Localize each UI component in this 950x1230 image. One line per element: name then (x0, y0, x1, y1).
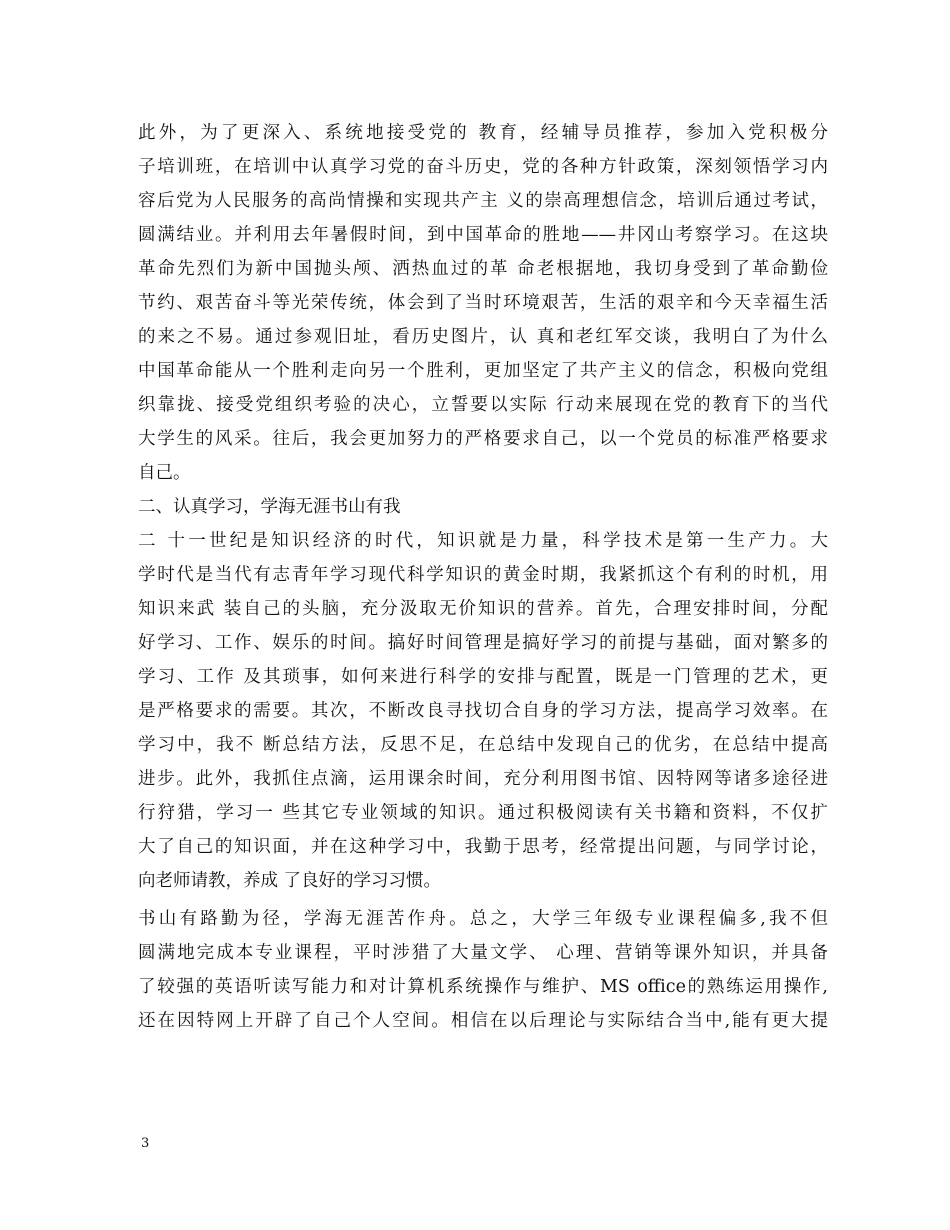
text-line: 圆满结业。并利用去年暑假时间，到中国革命的胜地——井冈山考察学习。在这块 (138, 225, 828, 245)
text-line: 大学生的风采。往后，我会更加努力的严格要求自己，以一个党员的标准严格要求 (138, 429, 828, 449)
text-line: 容后党为人民服务的高尚情操和实现共产主 义的崇高理想信念，培训后通过考试， (138, 191, 828, 211)
text-line: 圆满地完成本专业课程，平时涉猎了大量文学、 心理、营销等课外知识，并具备 (138, 943, 828, 963)
text-line: 革命先烈们为新中国抛头颅、洒热血过的革 命老根据地，我切身受到了革命勤俭 (138, 259, 828, 279)
text-line: 向老师请教，养成 了良好的学习习惯。 (138, 871, 442, 891)
text-line: 的来之不易。通过参观旧址，看历史图片，认 真和老红军交谈，我明白了为什么 (138, 327, 828, 347)
text-line: 自己。 (138, 463, 191, 483)
text-line: 子培训班，在培训中认真学习党的奋斗历史，党的各种方针政策，深刻领悟学习内 (138, 157, 828, 177)
text-line: 学时代是当代有志青年学习现代科学知识的黄金时期，我紧抓这个有利的时机，用 (138, 565, 828, 585)
text-line: 知识来武 装自己的头脑，充分汲取无价知识的营养。首先，合理安排时间，分配 (138, 599, 828, 619)
text-line: 节约、艰苦奋斗等光荣传统，体会到了当时环境艰苦，生活的艰辛和今天幸福生活 (138, 293, 828, 313)
text-line: 行狩猎，学习一 些其它专业领域的知识。通过积极阅读有关书籍和资料，不仅扩 (138, 803, 828, 823)
page-number: 3 (141, 1136, 150, 1151)
text-line: 二 十一世纪是知识经济的时代，知识就是力量，科学技术是第一生产力。大 (138, 531, 828, 551)
text-line: 是严格要求的需要。其次，不断改良寻找切合自身的学习方法，提高学习效率。在 (138, 701, 828, 721)
text-line: 了较强的英语听读写能力和对计算机系统操作与维护、MS office的熟练运用操作, (138, 977, 828, 997)
text-line: 学习中，我不 断总结方法，反思不足，在总结中发现自己的优劣，在总结中提高 (138, 735, 828, 755)
text-line: 进步。此外，我抓住点滴，运用课余时间，充分利用图书馆、因特网等诸多途径进 (138, 769, 828, 789)
body-text (138, 116, 828, 1038)
text-line: 学习、工作 及其琐事，如何来进行科学的安排与配置，既是一门管理的艺术，更 (138, 667, 828, 687)
text-line: 还在因特网上开辟了自己个人空间。相信在以后理论与实际结合当中,能有更大提 (138, 1011, 828, 1031)
text-line: 好学习、工作、娱乐的时间。搞好时间管理是搞好学习的前提与基础，面对繁多的 (138, 633, 828, 653)
text-line: 大了自己的知识面，并在这种学习中，我勤于思考，经常提出问题，与同学讨论， (138, 837, 828, 857)
text-line: 书山有路勤为径，学海无涯苦作舟。总之，大学三年级专业课程偏多,我不但 (138, 909, 828, 929)
text-line: 此外，为了更深入、系统地接受党的 教育，经辅导员推荐，参加入党积极分 (138, 123, 828, 143)
text-line: 中国革命能从一个胜利走向另一个胜利，更加坚定了共产主义的信念，积极向党组 (138, 361, 828, 381)
text-line: 织靠拢、接受党组织考验的决心，立誓要以实际 行动来展现在党的教育下的当代 (138, 395, 828, 415)
section-heading: 二、认真学习，学海无涯书山有我 (138, 497, 401, 517)
